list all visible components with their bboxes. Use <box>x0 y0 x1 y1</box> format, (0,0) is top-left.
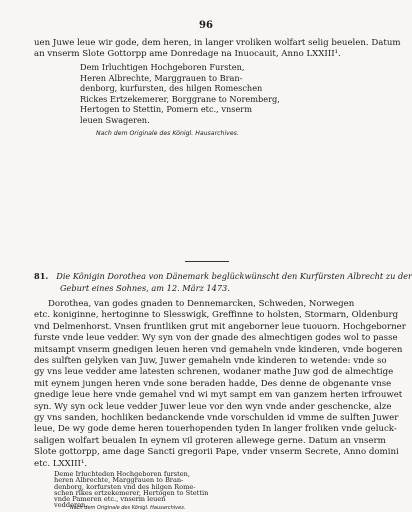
top-paragraph-line: uen Juwe leue wir gode, dem heren, in langer vroliken wolfart selig beuelen. Datum <box>34 38 401 48</box>
address-block-1 <box>80 62 280 126</box>
body-line: etc. koniginne, hertoginne to Slesswigk, Greffinne to holsten, Stormarn, Oldenburg <box>34 310 399 321</box>
address-line: heren Albrechte, Marggrauen to Bran- <box>54 476 184 485</box>
address-line: Hertogen to Stettin, Pomern etc., vnserm <box>80 104 252 115</box>
page-number: 96 <box>199 20 213 31</box>
heading-line: Geburt eines Sohnes, am 12. März 1473. <box>60 282 230 293</box>
address-line: Dem Irluchtigen Hochgeboren Fursten, <box>80 62 245 72</box>
address-line: vedderen. <box>54 501 88 510</box>
body-line: des sulften gelyken van Juw, Juwer gemaheln vnde kinderen to wetende: vnde so <box>34 356 387 367</box>
source-note-1: Nach dem Originale des Königl. Hausarchives. <box>96 130 239 137</box>
document-heading <box>34 271 412 294</box>
body-line: leue, De wy gode deme heren touerhopenden tyden In langer froliken vnde geluck- <box>34 424 397 435</box>
body-line: mitsampt vnserm gnedigen leuen heren vnd gemaheln vnde kinderen, vnde bogeren <box>34 344 403 355</box>
body-line: saligen wolfart beualen In eynem vil groteren allewege gerne. Datum an vnserm <box>34 435 386 446</box>
heading-text: Die Königin Dorothea von Dänemark beglückwünscht den Kurfürsten Albrecht zu der <box>56 271 412 281</box>
body-line: mit eynem jungen heren vnde sone beraden hadde, Des denne de obgenante vnse <box>34 378 392 389</box>
body-line: syn. Wy syn ock leue vedder Juwer leue vor den wyn vnde ander geschencke, alze <box>34 401 392 412</box>
address-line: schen rikes ertzekemerer, Hertogen to Stettin <box>54 488 209 497</box>
address-line: Deme Irluchteden Hochgeboren fursten, <box>54 470 190 478</box>
top-paragraph <box>34 38 401 61</box>
address-line: denborg, kurfursten, des hilgen Romeschen <box>80 83 263 94</box>
address-line: vnde Pameren etc., vnserm leuen <box>54 495 166 504</box>
body-line: furste vnde leue vedder. Wy syn von der gnade des almechtigen godes wol to passe <box>34 333 398 344</box>
section-divider <box>185 261 229 262</box>
address-line: Rickes Ertzekemerer, Borggrane to Noremberg, <box>80 93 280 104</box>
heading-line <box>34 271 412 283</box>
source-note-2: Nach dem Originale des Königl. Hausarchives. <box>70 505 186 511</box>
body-line: Dorothea, van godes gnaden to Dennemarcken, Schweden, Norwegen <box>48 299 355 309</box>
address-line: Heren Albrechte, Marggrauen to Bran- <box>80 72 243 83</box>
body-line: gnedige leue here vnde gemahel vnd wi myt sampt em van ganzem herten irfrouwet <box>34 390 403 401</box>
body-line: Slote gottorpp, ame dage Sancti gregorii Pape, vnder vnserm Secrete, Anno domini <box>34 447 399 458</box>
body-line: etc. LXXIII¹. <box>34 458 88 469</box>
document-number: 81. <box>34 271 49 281</box>
address-block-2 <box>54 471 208 509</box>
letter-body <box>34 299 406 470</box>
body-line: vnd Delmenhorst. Vnsen fruntliken grut mit angeborner leue tuouorn. Hochgeborner <box>34 321 406 332</box>
body-line: gy vns sanden, hochliken bedanckende vnde vorschulden id vmme de sulften Juwer <box>34 413 399 424</box>
top-paragraph-line: an vnserm Slote Gottorpp ame Donredage na Inuocauit, Anno LXXIII¹. <box>34 49 341 60</box>
address-line: denborg, korfursten vnd des hilgen Rome- <box>54 482 196 491</box>
body-line: gy vns leue vedder ame latesten schrenen, wodaner mathe Juw god de almechtige <box>34 367 394 378</box>
address-line: leuen Swageren. <box>80 114 150 125</box>
